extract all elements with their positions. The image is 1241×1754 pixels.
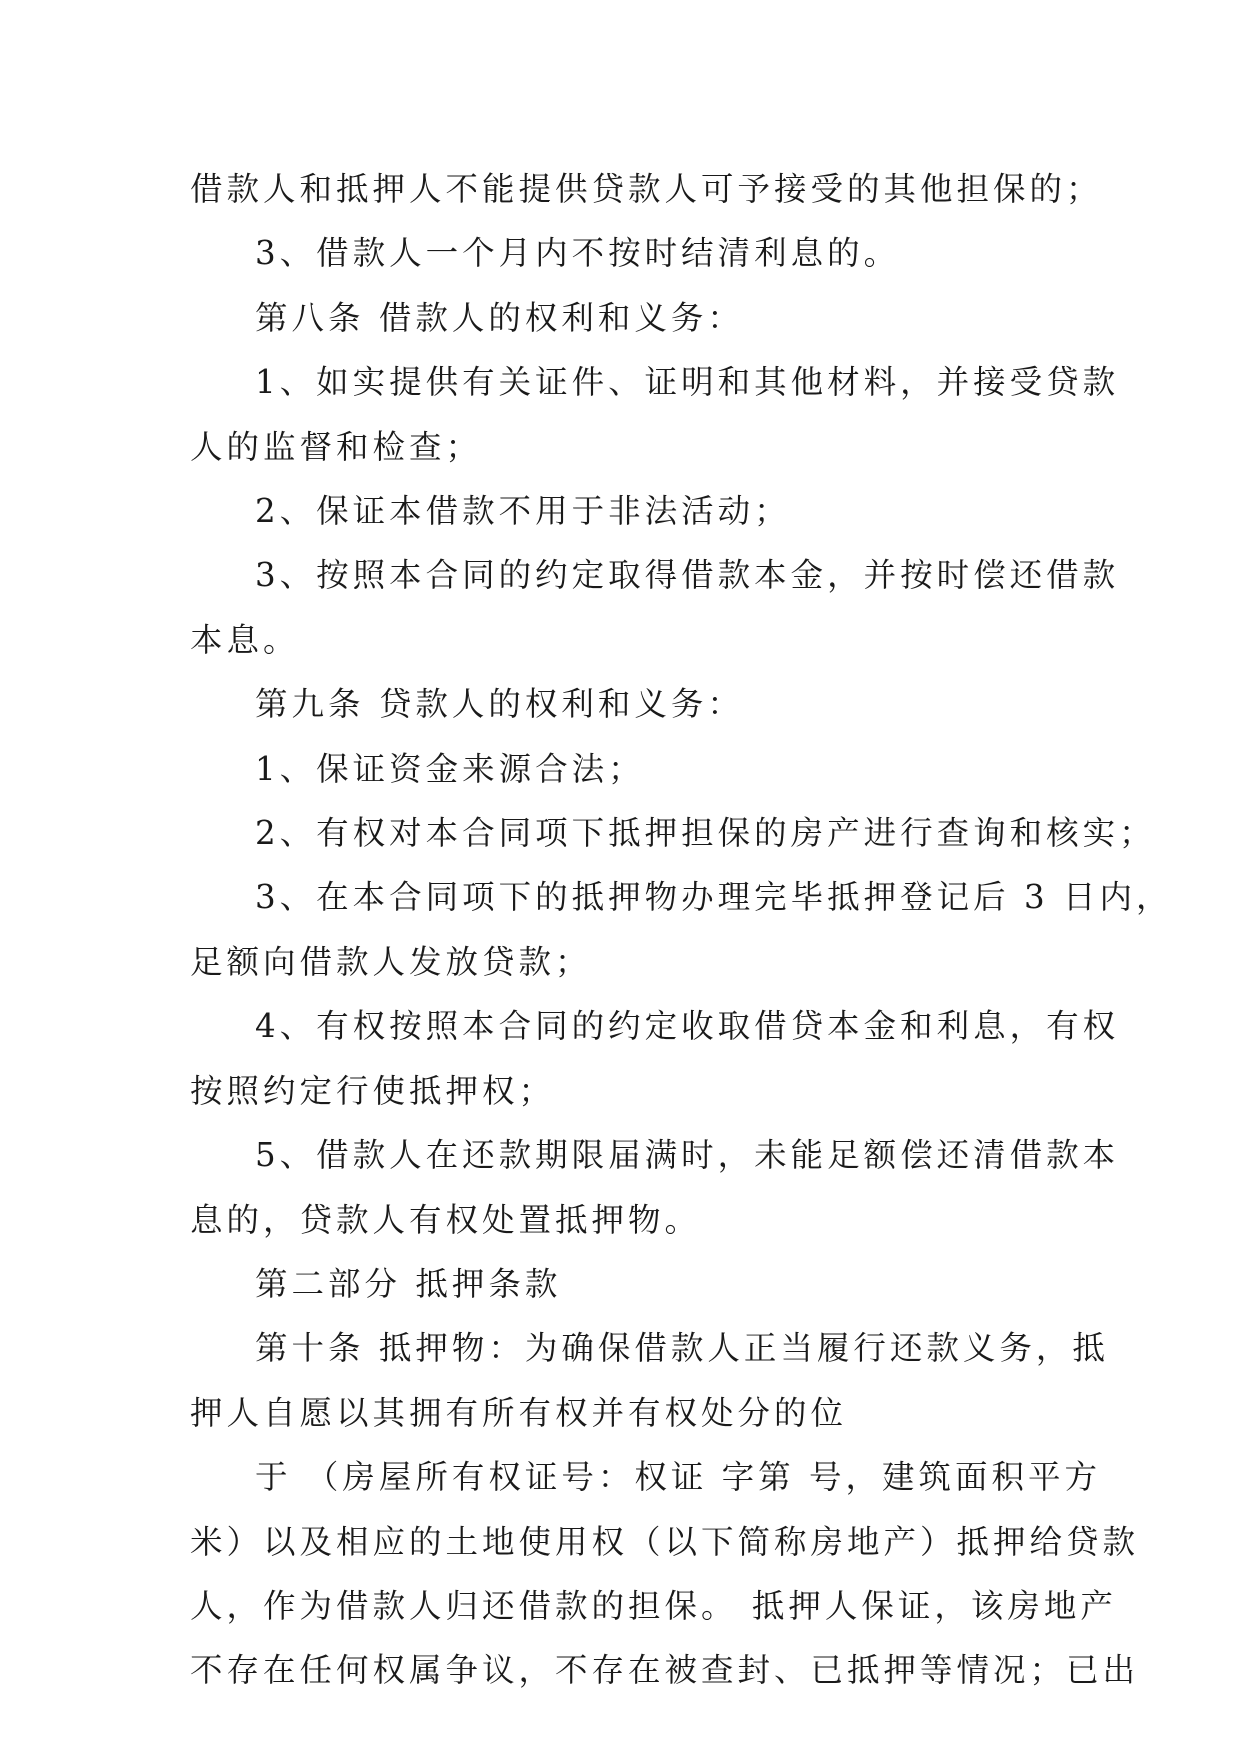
text-line: 不存在任何权属争议，不存在被查封、已抵押等情况；已出 (190, 1651, 1140, 1690)
text-line: 按照约定行使抵押权； (190, 1071, 556, 1110)
text-line: 人的监督和检查； (190, 427, 483, 466)
article-heading: 第八条 借款人的权利和义务： (255, 298, 744, 337)
text-line: 人，作为借款人归还借款的担保。 抵押人保证，该房地产 (190, 1586, 1117, 1625)
section-heading: 第二部分 抵押条款 (255, 1264, 562, 1303)
text-line: 押人自愿以其拥有所有权并有权处分的位 (190, 1393, 848, 1432)
text-line: 4、有权按照本合同的约定收取借贷本金和利息，有权 (255, 1007, 1120, 1046)
text-line: 借款人和抵押人不能提供贷款人可予接受的其他担保的； (190, 170, 1103, 208)
text-line: 5、借款人在还款期限届满时，未能足额偿还清借款本 (255, 1136, 1120, 1175)
text-line: 3、按照本合同的约定取得借款本金，并按时偿还借款 (255, 556, 1120, 595)
text-line: 1、如实提供有关证件、证明和其他材料，并接受贷款 (255, 363, 1120, 402)
text-line: 1、保证资金来源合法； (255, 749, 645, 788)
document-body (190, 157, 1173, 1703)
text-line: 2、有权对本合同项下抵押担保的房产进行查询和核实； (255, 814, 1156, 853)
article-heading: 第九条 贷款人的权利和义务： (255, 685, 744, 724)
article-heading: 第十条 抵押物：为确保借款人正当履行还款义务，抵 (255, 1329, 1109, 1368)
text-line: 本息。 (190, 620, 300, 659)
text-line: 于 （房屋所有权证号：权证 字第 号，建筑面积平方 (255, 1458, 1101, 1497)
text-line: 2、保证本借款不用于非法活动； (255, 492, 791, 531)
text-line: 息的，贷款人有权处置抵押物。 (190, 1200, 702, 1239)
text-line: 米）以及相应的土地使用权（以下简称房地产）抵押给贷款 (190, 1522, 1140, 1561)
text-line: 3、借款人一个月内不按时结清利息的。 (255, 234, 901, 273)
text-line: 足额向借款人发放贷款； (190, 942, 592, 981)
text-line: 3、在本合同项下的抵押物办理完毕抵押登记后 3 日内， (255, 878, 1173, 917)
